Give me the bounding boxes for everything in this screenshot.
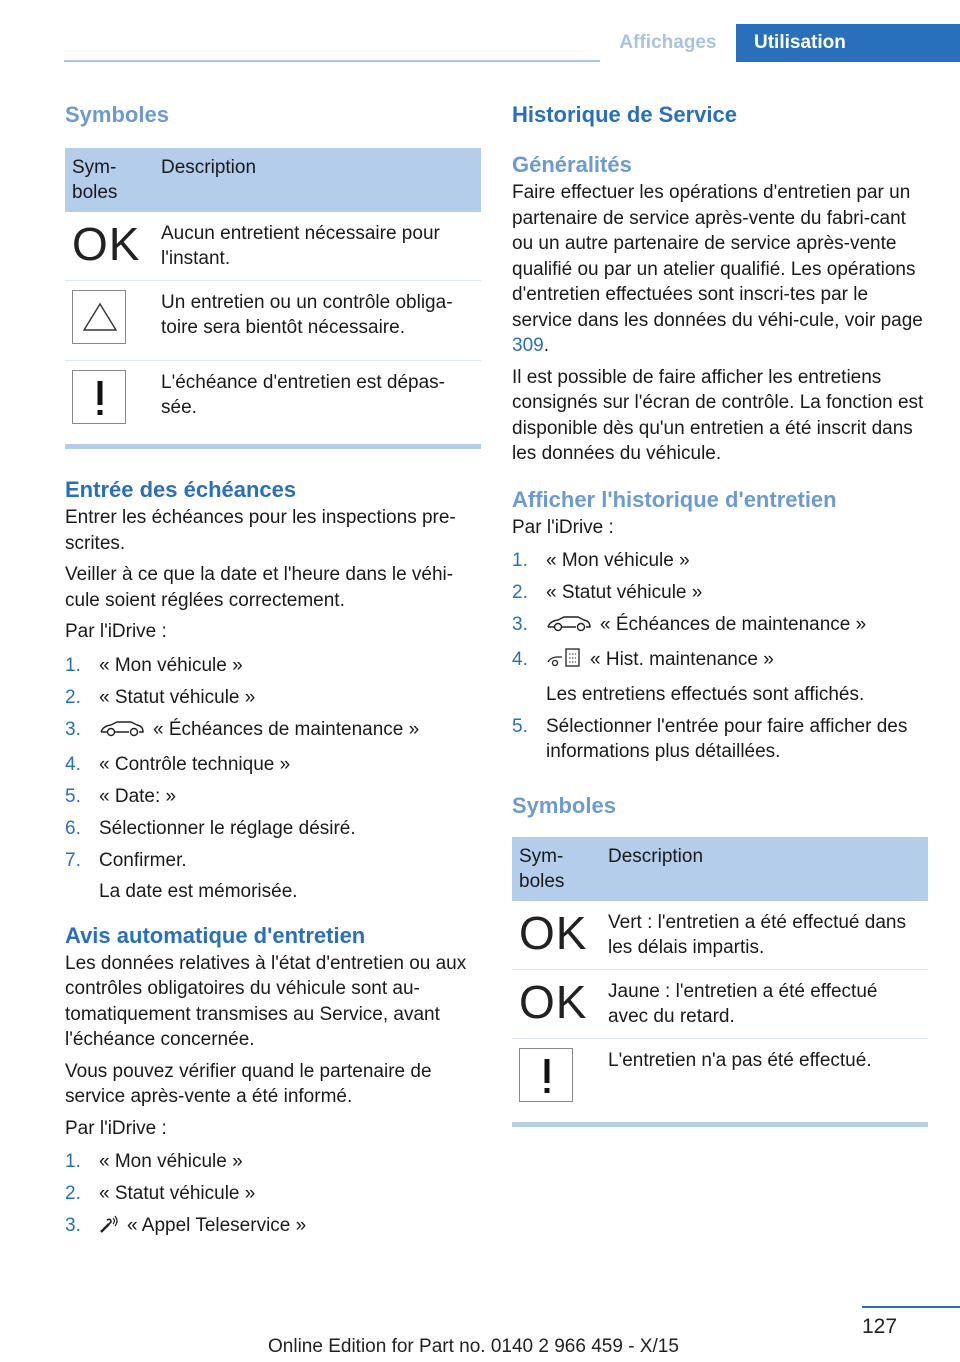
col-header-symbols: Sym- boles bbox=[65, 148, 154, 212]
auto-steps bbox=[65, 1149, 481, 1242]
list-item: 3. « Appel Teleservice » bbox=[65, 1213, 481, 1242]
row-description: Jaune : l'entretien a été effectué avec du retard. bbox=[601, 969, 928, 1038]
table-row bbox=[65, 212, 481, 281]
table-header-row bbox=[512, 837, 928, 901]
col-header-symbols: Sym- boles bbox=[512, 837, 601, 901]
general-paragraph: Il est possible de faire afficher les entretiens consignés sur l'écran de contrôle. La fonction est disponible dès qu'un entretien a été inscrit dans les données du véhicule. bbox=[512, 366, 924, 464]
list-item: 1. « Mon véhicule » bbox=[512, 550, 690, 571]
list-item: 2. « Statut véhicule » bbox=[65, 1183, 256, 1204]
ok-icon: OK bbox=[519, 975, 588, 1028]
row-description: Vert : l'entretien a été effectué dans les délais impartis. bbox=[601, 901, 928, 970]
tab-utilisation[interactable]: Utilisation bbox=[736, 24, 960, 62]
list-item: 4. « Hist. maintenance » Les entretiens effectués sont affichés. bbox=[512, 649, 865, 705]
ok-icon: OK bbox=[519, 906, 588, 959]
table-row bbox=[512, 1038, 928, 1118]
general-paragraph: Faire effectuer les opérations d'entretien par un partenaire de service après-vente du fabri-cant ou un autre partenaire de service après-vente qualifié ou par un atelier qualifié. Les opérations d'entretien effectuées sont inscri-tes par le service dans les données du véhi-cule, voir page 309. bbox=[512, 182, 923, 356]
list-item: 7. Confirmer. La date est mémorisée. bbox=[65, 849, 298, 902]
car-service-icon bbox=[546, 615, 592, 641]
table-row bbox=[65, 361, 481, 441]
auto-heading: Avis automatique d'entretien bbox=[65, 922, 366, 948]
ok-icon: OK bbox=[72, 218, 141, 270]
left-column bbox=[65, 100, 481, 1250]
entry-heading: Entrée des échéances bbox=[65, 477, 297, 502]
page-number: 127 bbox=[862, 1315, 898, 1338]
col-header-description: Description bbox=[601, 837, 928, 901]
list-item: 4. « Contrôle technique » bbox=[65, 753, 291, 775]
symbols-heading: Symboles bbox=[512, 792, 616, 818]
exclamation-icon bbox=[72, 370, 126, 424]
list-item: 1. « Mon véhicule » bbox=[65, 1151, 243, 1172]
list-item: 6. Sélectionner le réglage désiré. bbox=[65, 817, 356, 839]
table-bottom-rule bbox=[65, 444, 481, 449]
table-row bbox=[65, 281, 481, 361]
wrench-signal-icon bbox=[99, 1214, 119, 1242]
exclamation-icon bbox=[519, 1048, 573, 1102]
list-item: 3. « Échéances de maintenance » bbox=[512, 612, 928, 641]
show-paragraph: Par l'iDrive : bbox=[512, 516, 614, 538]
list-item: 2. « Statut véhicule » bbox=[65, 686, 256, 708]
page-link[interactable]: 309 bbox=[512, 335, 544, 356]
history-heading: Historique de Service bbox=[512, 102, 737, 127]
row-description: Un entretien ou un contrôle obliga-toire sera bientôt nécessaire. bbox=[154, 281, 481, 361]
entry-paragraph: Par l'iDrive : bbox=[65, 621, 167, 642]
list-item: 3. « Échéances de maintenance » bbox=[65, 717, 481, 746]
col-header-description: Description bbox=[154, 148, 481, 212]
list-item: 5. Sélectionner l'entrée pour faire afficher des informations plus détaillées. bbox=[512, 715, 908, 762]
symbols-heading: Symboles bbox=[65, 102, 169, 127]
list-item: 1. « Mon véhicule » bbox=[65, 654, 243, 676]
service-history-icon bbox=[546, 648, 582, 676]
row-description: Aucun entretient nécessaire pour l'instant. bbox=[154, 212, 481, 281]
list-item: 2. « Statut véhicule » bbox=[512, 582, 703, 603]
general-heading: Généralités bbox=[512, 152, 632, 177]
table-row bbox=[512, 901, 928, 970]
car-service-icon bbox=[99, 720, 145, 746]
table-header-row bbox=[65, 148, 481, 212]
row-description: L'entretien n'a pas été effectué. bbox=[608, 1049, 872, 1071]
show-history-heading: Afficher l'historique d'entretien bbox=[512, 486, 837, 512]
auto-paragraph: Les données relatives à l'état d'entretien ou aux contrôles obligatoires du véhicule sont au-tomatiquement transmises au Service, avant l'échéance concernée. bbox=[65, 952, 467, 1050]
auto-paragraph: Par l'iDrive : bbox=[65, 1117, 167, 1139]
show-steps bbox=[512, 548, 928, 765]
right-column bbox=[512, 100, 928, 1127]
table-bottom-rule bbox=[512, 1122, 928, 1127]
edition-text: Online Edition for Part no. 0140 2 966 459 - X/15 bbox=[268, 1336, 679, 1357]
entry-paragraph: Veiller à ce que la date et l'heure dans le véhi-cule soient réglées correctement. bbox=[65, 564, 454, 611]
list-item: 5. « Date: » bbox=[65, 785, 177, 807]
symbols-table bbox=[65, 148, 481, 440]
footer-rule bbox=[862, 1306, 960, 1308]
row-description: L'échéance d'entretien est dépas-sée. bbox=[161, 372, 446, 418]
warning-triangle-icon bbox=[72, 290, 126, 344]
auto-paragraph: Vous pouvez vérifier quand le partenaire de service après-vente a été informé. bbox=[65, 1060, 432, 1107]
tab-affichages[interactable]: Affichages bbox=[600, 24, 736, 62]
symbols-table bbox=[512, 837, 928, 1118]
entry-steps bbox=[65, 653, 481, 905]
table-row bbox=[512, 969, 928, 1038]
entry-paragraph: Entrer les échéances pour les inspections pre-scrites. bbox=[65, 507, 456, 554]
